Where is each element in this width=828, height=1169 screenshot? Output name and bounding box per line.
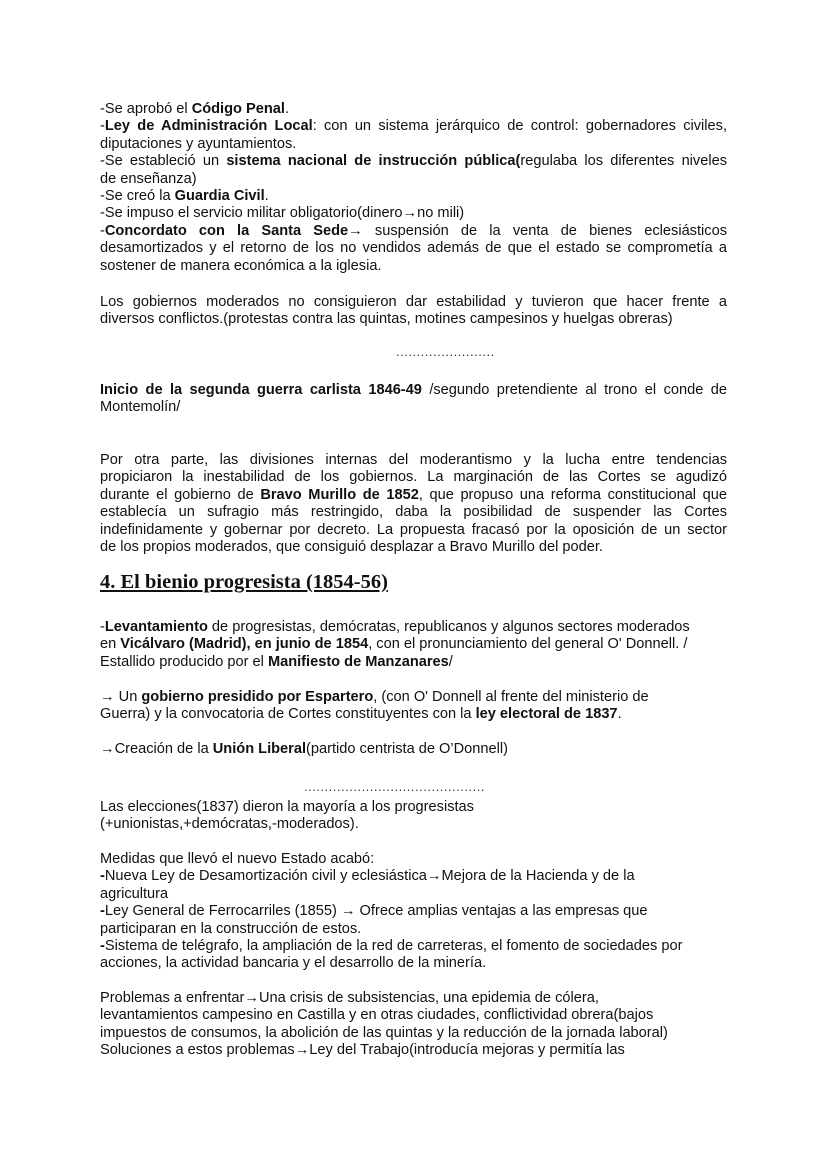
text: Guerra) y la convocatoria de Cortes constituyentes con la xyxy=(100,706,476,723)
paragraph xyxy=(100,851,727,973)
text-line xyxy=(100,399,727,416)
text-line xyxy=(100,171,727,188)
text: Ley General de Ferrocarriles (1855) → Ofrece amplias ventajas a las empresas que xyxy=(104,903,648,920)
bold-text: - xyxy=(100,903,105,920)
text: Problemas a enfrentar→Una crisis de subsistencias, una epidemia de cólera, xyxy=(100,990,599,1006)
text: → Un xyxy=(100,689,142,705)
dotted-separator: ............................................ xyxy=(304,779,485,794)
text: / xyxy=(448,653,453,670)
paragraph xyxy=(100,990,727,1060)
text-line xyxy=(100,223,727,240)
bold-text: Levantamiento xyxy=(104,619,208,635)
text: , que propuso una reforma constitucional que xyxy=(418,486,727,503)
bold-text: Ley de Administración Local xyxy=(104,118,313,135)
text-line xyxy=(100,294,727,311)
text-line xyxy=(100,522,727,539)
text-line xyxy=(100,487,727,504)
text: Soluciones a estos problemas→Ley del Trabajo(introducía mejoras y permitía las xyxy=(100,1042,625,1059)
text-line xyxy=(100,258,727,275)
bold-text: Vicálvaro (Madrid), en junio de 1854 xyxy=(120,636,369,653)
bold-text: Bravo Murillo de 1852 xyxy=(260,486,419,503)
text: . xyxy=(617,706,622,723)
text: →Creación de la xyxy=(100,741,213,757)
text: de los propios moderados, que consiguió desplazar a Bravo Murillo del poder. xyxy=(100,538,603,555)
text: de progresistas, demócratas, republicanos y algunos sectores moderados xyxy=(207,619,690,635)
text: sostener de manera económica a la iglesia. xyxy=(100,257,382,274)
text-line xyxy=(100,504,727,521)
bold-text: Concordato con la Santa Sede xyxy=(104,222,349,239)
text: agricultura xyxy=(100,885,169,902)
text: - xyxy=(100,222,105,239)
text: -Se impuso el servicio militar obligatorio(dinero→no mili) xyxy=(100,205,465,222)
text-line xyxy=(100,903,727,920)
text: (partido centrista de O’Donnell) xyxy=(306,741,508,757)
text: acciones, la actividad bancaria y el desarrollo de la minería. xyxy=(100,955,487,972)
text-line xyxy=(100,382,727,399)
bold-text: - xyxy=(100,868,105,885)
text-line xyxy=(100,741,727,758)
text-line xyxy=(100,706,727,723)
text: durante el gobierno de xyxy=(100,486,261,503)
text-line xyxy=(100,1007,727,1024)
text-line xyxy=(100,469,727,486)
bold-text: - xyxy=(100,938,105,955)
text: propiciaron la inestabilidad de los gobiernos. La marginación de las Cortes se agudizó xyxy=(100,469,727,486)
paragraph xyxy=(100,101,727,275)
text: /segundo pretendiente al trono el conde de xyxy=(421,382,727,398)
text-line xyxy=(100,689,727,706)
text: participaran en la construcción de estos. xyxy=(100,920,362,937)
text: establecía un sufragio más restringido, daba la posibilidad de suspender las Cortes xyxy=(100,504,727,521)
text: , (con O' Donnell al frente del ministerio de xyxy=(373,689,649,705)
text: Sistema de telégrafo, la ampliación de la red de carreteras, el fomento de sociedades por xyxy=(104,938,683,955)
text: - xyxy=(100,619,105,635)
text: . xyxy=(284,101,289,117)
paragraph xyxy=(100,452,727,556)
text-line xyxy=(100,938,727,955)
text-line xyxy=(100,816,727,833)
text: Estallido producido por el xyxy=(100,653,268,670)
bold-text: Unión Liberal xyxy=(212,741,307,757)
text: -Se creó la xyxy=(100,188,175,204)
text-line xyxy=(100,955,727,972)
text-line xyxy=(100,311,727,328)
text: → suspensión de la venta de bienes eclesiásticos xyxy=(348,222,727,239)
text-line xyxy=(100,188,727,205)
text-line xyxy=(100,636,727,653)
text: : con un sistema jerárquico de control: gobernadores civiles, xyxy=(312,118,727,135)
text-line xyxy=(100,921,727,938)
dotted-separator: ........................ xyxy=(396,344,495,359)
text-line xyxy=(100,886,727,903)
text: Medidas que llevó el nuevo Estado acabó: xyxy=(100,851,375,867)
text: Nueva Ley de Desamortización civil y eclesiástica→Mejora de la Hacienda y de la xyxy=(104,868,635,885)
text-line xyxy=(100,799,727,816)
text-line xyxy=(100,1042,727,1059)
paragraph xyxy=(100,689,727,724)
text-line xyxy=(100,868,727,885)
text-line xyxy=(100,990,727,1007)
paragraph xyxy=(100,619,727,671)
text: regulaba los diferentes niveles xyxy=(520,153,727,170)
text: . xyxy=(264,188,269,204)
bold-text: Guardia Civil xyxy=(174,188,265,204)
paragraph xyxy=(100,799,727,834)
text: Montemolín/ xyxy=(100,399,181,416)
text: - xyxy=(100,118,105,135)
text-line xyxy=(100,205,727,222)
text-line xyxy=(100,452,727,469)
text: indefinidamente y gobernar por decreto. La propuesta fracasó por la oposición de un sector xyxy=(100,521,727,538)
bold-text: gobierno presidido por Espartero xyxy=(141,689,374,705)
bold-text: Inicio de la segunda guerra carlista 1846-49 xyxy=(100,382,422,398)
bold-text: sistema nacional de instrucción pública( xyxy=(226,153,521,170)
text: levantamientos campesino en Castilla y en otras ciudades, conflictividad obrera(bajos xyxy=(100,1007,654,1024)
text: (+unionistas,+demócratas,-moderados). xyxy=(100,816,359,833)
text: diputaciones y ayuntamientos. xyxy=(100,135,297,152)
text: , con el pronunciamiento del general O' Donnell. / xyxy=(368,636,688,653)
text-line xyxy=(100,136,727,153)
text-line xyxy=(100,1025,727,1042)
text: diversos conflictos.(protestas contra las quintas, motines campesinos y huelgas obreras) xyxy=(100,311,673,328)
text-line xyxy=(100,619,727,636)
text: impuestos de consumos, la abolición de las quintas y la reducción de la jornada laboral) xyxy=(100,1024,668,1041)
text-line xyxy=(100,118,727,135)
text: Las elecciones(1837) dieron la mayoría a los progresistas xyxy=(100,799,474,815)
bold-text: Manifiesto de Manzanares xyxy=(267,653,449,670)
text-line xyxy=(100,539,727,556)
section-heading: 4. El bienio progresista (1854-56) xyxy=(100,571,388,593)
text-line xyxy=(100,654,727,671)
text: -Se estableció un xyxy=(100,153,227,170)
text-line xyxy=(100,240,727,257)
bold-text: Código Penal xyxy=(191,101,285,117)
text-line xyxy=(100,101,727,118)
paragraph xyxy=(100,382,727,417)
text: en xyxy=(100,636,121,653)
paragraph xyxy=(100,741,727,758)
text: de enseñanza) xyxy=(100,170,197,187)
text: Por otra parte, las divisiones internas del moderantismo y la lucha entre tendencias xyxy=(100,452,727,468)
text: -Se aprobó el xyxy=(100,101,192,117)
text-line xyxy=(100,153,727,170)
text: Los gobiernos moderados no consiguieron dar estabilidad y tuvieron que hacer frente a xyxy=(100,294,727,310)
text-line xyxy=(100,851,727,868)
bold-text: ley electoral de 1837 xyxy=(475,706,618,723)
paragraph xyxy=(100,294,727,329)
text: desamortizados y el retorno de los no vendidos además de que el estado se comprometía a xyxy=(100,240,727,257)
